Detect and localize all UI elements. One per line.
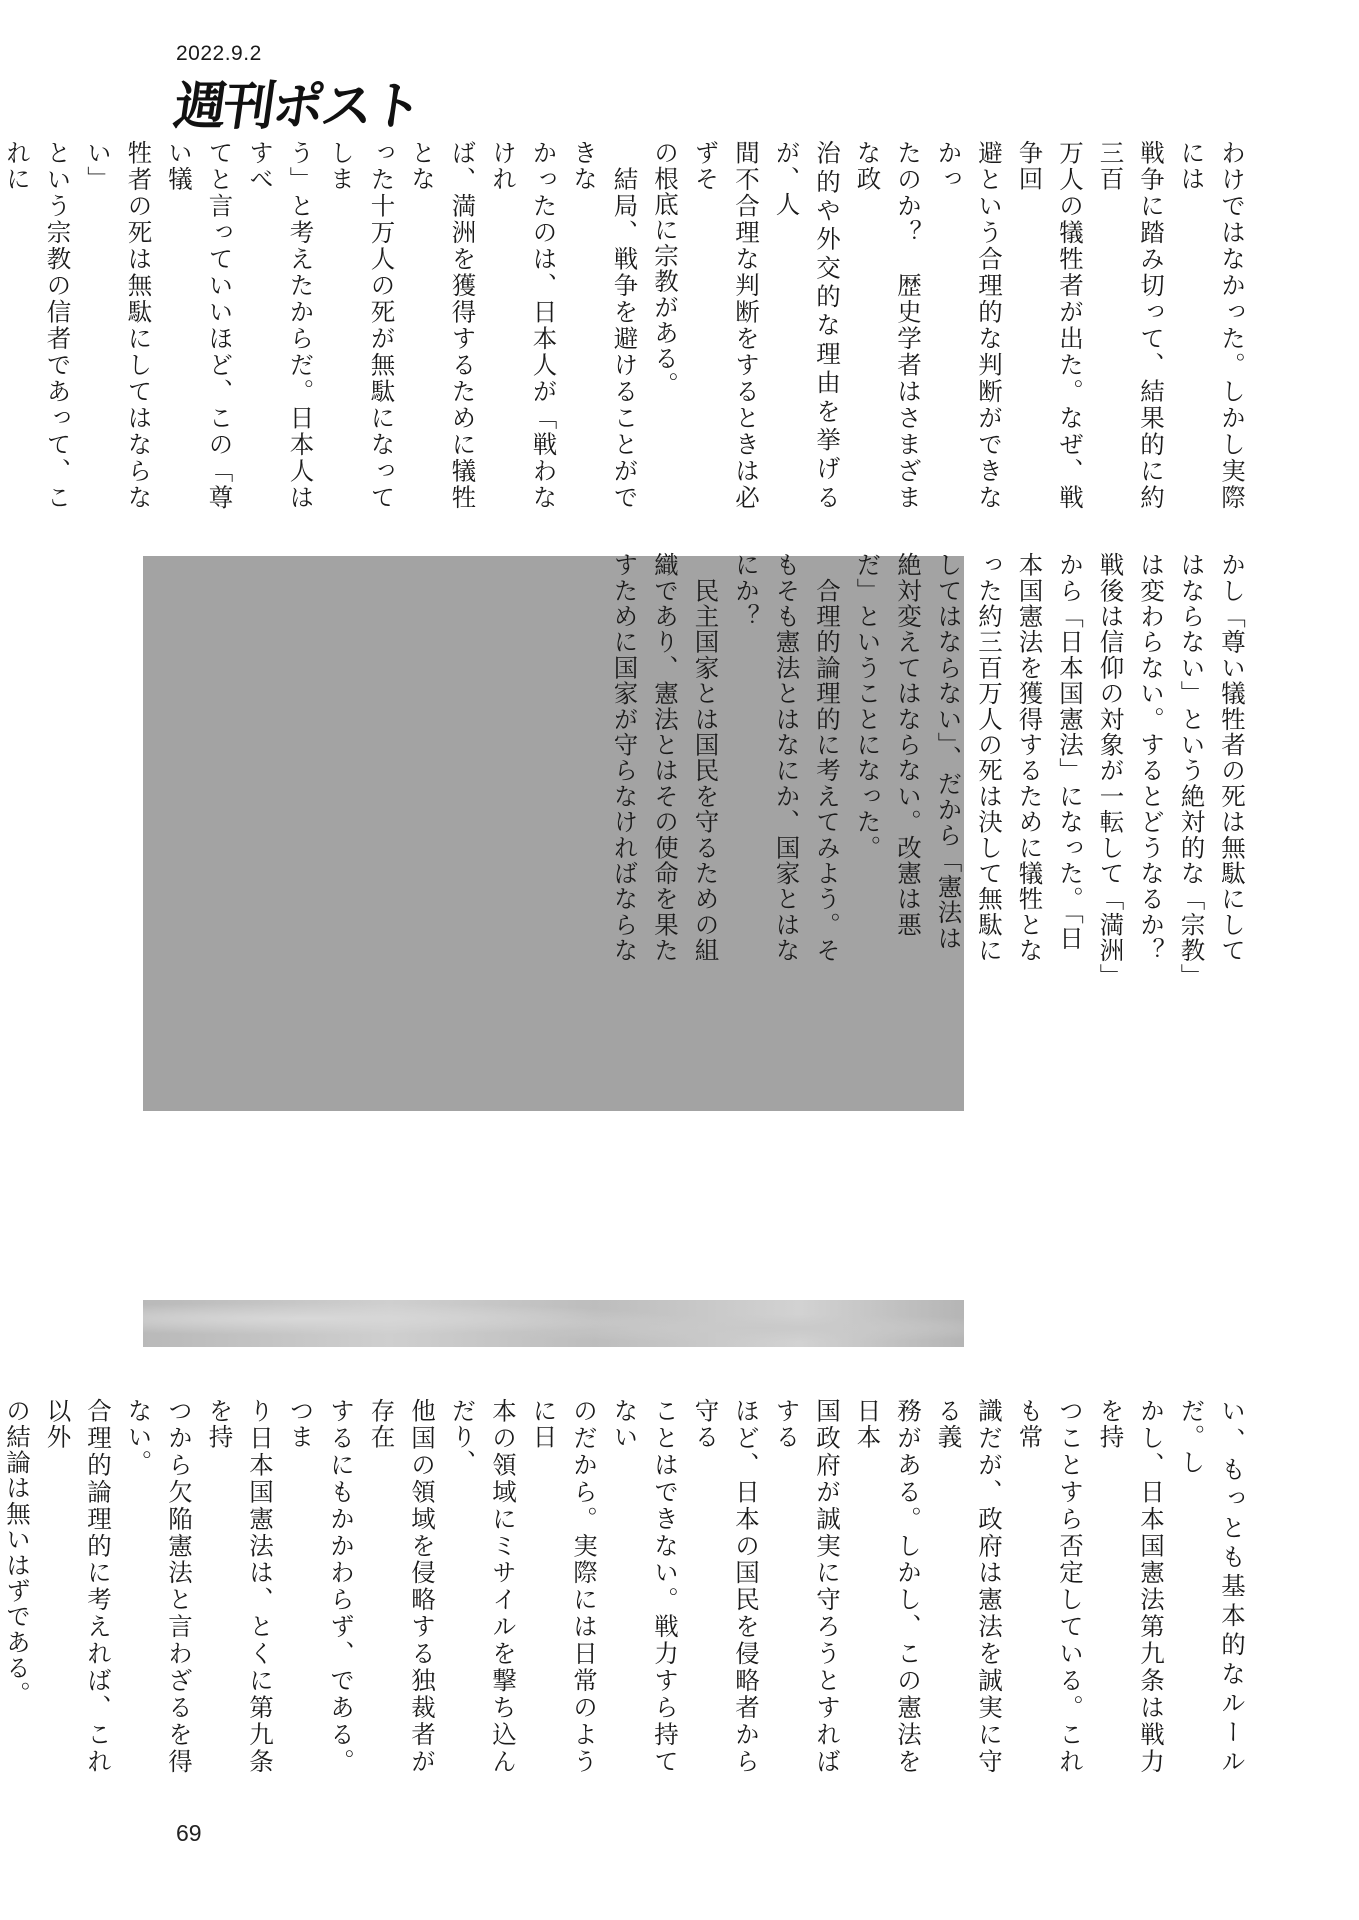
masthead (170, 38, 430, 137)
page-number: 69 (176, 1820, 202, 1846)
article-text-top: わけではなかった。しかし実際には 戦争に踏み切って、結果的に約三百 万人の犠牲者が出た。なぜ、戦争回 避という合理的な判断ができなかっ たのか？ 歴史学者はさまざまな政 治的や外交的な理由を挙げるが、人 間不合理な判断をするときは必ずそ の根底に宗教がある。 結局、戦争を避けることができな かったのは、日本人が「戦わなけれ ば、満洲を獲得するために犠牲とな った十万人の死が無駄になってしま う」と考えたからだ。日本人はすべ てと言っていいほど、この「尊い犠 牲者の死は無駄にしてはならない」 という宗教の信者であって、これに (3, 140, 1247, 510)
decorative-texture-band (143, 1300, 964, 1347)
magazine-logo: 週刊ポスト (170, 77, 424, 137)
article-text-middle: かし「尊い犠牲者の死は無駄にして はならない」という絶対的な「宗教」 は変わらない。するとどうなるか？ 戦後は信仰の対象が一転して「満洲」 から「日本国憲法」になった。「日 本国憲法を獲得するために犠牲とな った約三百万人の死は決して無駄に してはならない」、だから「憲法は 絶対変えてはならない。改憲は悪 だ」ということになった。 合理的論理的に考えてみよう。そ もそも憲法とはなにか、国家とはな にか？ 民主国家とは国民を守るための組 織であり、憲法とはその使命を果た すために国家が守らなければならな (610, 552, 1247, 989)
article-text-bottom: い、もっとも基本的なルールだ。し かし、日本国憲法第九条は戦力を持 つことすら否定している。これも常 識だが、政府は憲法を誠実に守る義 務がある。しかし、この憲法を日本 国政府が誠実に守ろうとすればする ほど、日本の国民を侵略者から守る ことはできない。戦力すら持てない のだから。実際には日常のように日 本の領域にミサイルを撃ち込んだり、 他国の領域を侵略する独裁者が存在 するにもかかわらず、である。つま り日本国憲法は、とくに第九条を持 つから欠陥憲法と言わざるを得ない。 合理的論理的に考えれば、これ以外 の結論は無いはずである。 (3, 1398, 1247, 1774)
issue-date: 2022.9.2 (176, 42, 262, 65)
